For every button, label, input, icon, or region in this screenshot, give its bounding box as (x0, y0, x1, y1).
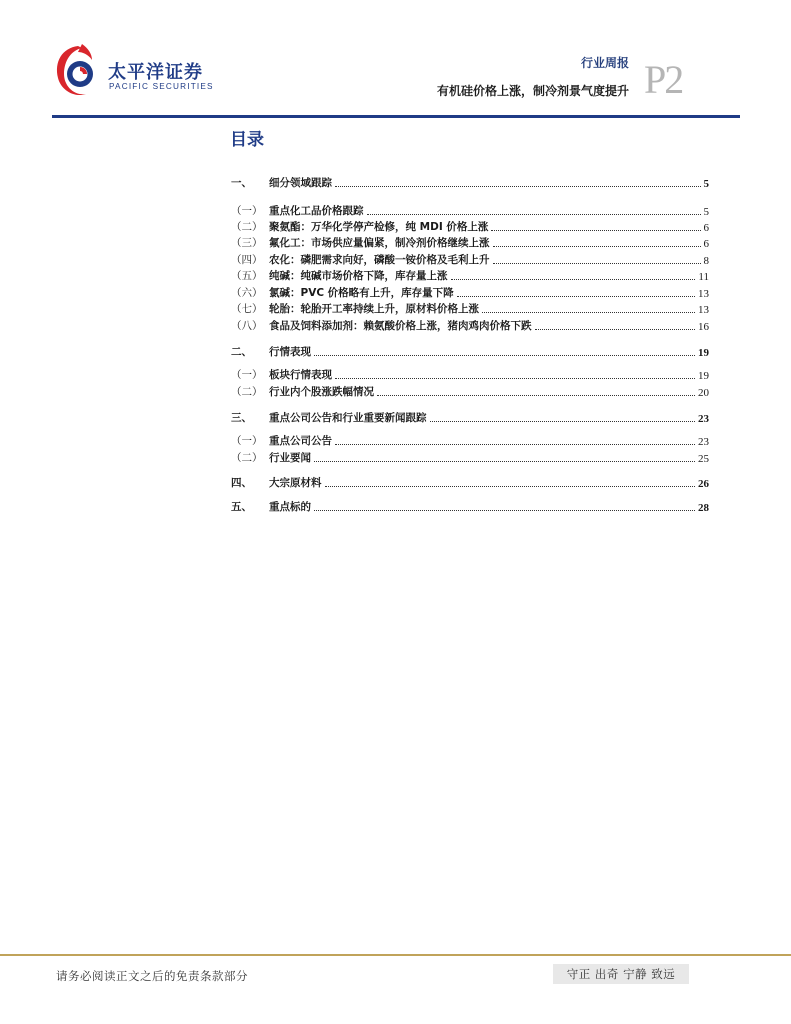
toc-entry-label[interactable]: 食品及饲料添加剂：赖氨酸价格上涨，猪肉鸡肉价格下跌 (269, 320, 532, 332)
toc-entry-label[interactable]: 大宗原材料 (269, 477, 322, 489)
header-divider (52, 115, 740, 118)
toc-dot-leader (367, 213, 701, 215)
toc-entry-page: 5 (703, 206, 709, 218)
toc-entry-label[interactable]: 行业内个股涨跌幅情况 (269, 386, 374, 398)
toc-entry-page: 26 (698, 478, 709, 490)
toc-entry[interactable] (231, 218, 709, 234)
toc-dot-leader (493, 245, 701, 247)
pacific-securities-logo-icon (52, 40, 104, 100)
toc-dot-leader (335, 443, 695, 445)
toc-entry-page: 20 (698, 387, 709, 399)
toc-entry-number: （七） (231, 303, 263, 315)
toc-entry-page: 6 (703, 222, 709, 234)
toc-dot-leader (325, 485, 696, 487)
company-logo (52, 40, 212, 100)
toc-entry-number: （二） (231, 452, 263, 464)
toc-entry-number: 五、 (231, 501, 252, 513)
toc-title: 目录 (230, 130, 264, 150)
toc-entry[interactable] (231, 202, 709, 218)
toc-entry-label[interactable]: 重点公司公告 (269, 435, 332, 447)
toc-dot-leader (482, 311, 695, 313)
toc-entry-page: 11 (698, 271, 709, 283)
toc-entry-number: 四、 (231, 477, 252, 489)
toc-entry[interactable] (231, 251, 709, 267)
toc-entry-label[interactable]: 氯碱：PVC 价格略有上升，库存量下降 (269, 287, 454, 299)
toc-entry-number: （二） (231, 221, 263, 233)
toc-dot-leader (314, 460, 695, 462)
toc-entry-number: （八） (231, 320, 263, 332)
toc-entry-number: 二、 (231, 346, 252, 358)
toc-entry[interactable] (231, 300, 709, 316)
toc-entry-number: （一） (231, 205, 263, 217)
toc-entry[interactable] (231, 498, 709, 514)
toc-entry-page: 13 (698, 288, 709, 300)
toc-entry-number: （二） (231, 386, 263, 398)
toc-dot-leader (457, 295, 695, 297)
logo-english-name: PACIFIC SECURITIES (109, 82, 214, 91)
toc-entry-page: 5 (703, 178, 709, 190)
toc-entry-label[interactable]: 重点公司公告和行业重要新闻跟踪 (269, 412, 427, 424)
toc-dot-leader (377, 394, 695, 396)
toc-entry-number: 三、 (231, 412, 252, 424)
toc-entry-page: 28 (698, 502, 709, 514)
toc-entry-label[interactable]: 板块行情表现 (269, 369, 332, 381)
toc-entry-label[interactable]: 轮胎：轮胎开工率持续上升，原材料价格上涨 (269, 303, 479, 315)
toc-entry-label[interactable]: 农化：磷肥需求向好，磷酸一铵价格及毛利上升 (269, 254, 490, 266)
toc-entry-label[interactable]: 重点化工品价格跟踪 (269, 205, 364, 217)
toc-entry-label[interactable]: 氟化工：市场供应量偏紧，制冷剂价格继续上涨 (269, 237, 490, 249)
toc-entry-label[interactable]: 行情表现 (269, 346, 311, 358)
toc-entry[interactable] (231, 284, 709, 300)
toc-entry-number: 一、 (231, 177, 252, 189)
toc-entry[interactable] (231, 267, 709, 283)
toc-dot-leader (493, 262, 701, 264)
toc-entry-page: 23 (698, 436, 709, 448)
toc-entry[interactable] (231, 474, 709, 490)
toc-entry[interactable] (231, 383, 709, 399)
toc-entry-label[interactable]: 行业要闻 (269, 452, 311, 464)
logo-chinese-name: 太平洋证券 (108, 62, 203, 83)
footer-motto: 守正 出奇 宁静 致远 (553, 964, 689, 984)
toc-entry-page: 25 (698, 453, 709, 465)
toc-entry-number: （一） (231, 435, 263, 447)
toc-entry-label[interactable]: 重点标的 (269, 501, 311, 513)
toc-dot-leader (314, 354, 695, 356)
toc-dot-leader (491, 229, 700, 231)
toc-entry-page: 6 (703, 238, 709, 250)
toc-dot-leader (335, 377, 695, 379)
toc-entry[interactable] (231, 432, 709, 448)
toc-entry-page: 19 (698, 370, 709, 382)
footer-divider (0, 954, 791, 956)
toc-entry-label[interactable]: 细分领域跟踪 (269, 177, 332, 189)
toc-entry[interactable] (231, 409, 709, 425)
toc-entry[interactable] (231, 366, 709, 382)
toc-entry[interactable] (231, 449, 709, 465)
toc-entry-number: （五） (231, 270, 263, 282)
toc-entry-page: 8 (703, 255, 709, 267)
toc-entry-label[interactable]: 纯碱：纯碱市场价格下降，库存量上涨 (269, 270, 448, 282)
document-title: 有机硅价格上涨，制冷剂景气度提升 (436, 84, 629, 98)
toc-dot-leader (451, 278, 696, 280)
document-type: 行业周报 (580, 56, 629, 70)
toc-dot-leader (535, 328, 696, 330)
toc-entry-page: 13 (698, 304, 709, 316)
toc-entry-page: 16 (698, 321, 709, 333)
toc-entry[interactable] (231, 343, 709, 359)
toc-entry-number: （一） (231, 369, 263, 381)
toc-entry-label[interactable]: 聚氨酯：万华化学停产检修，纯 MDI 价格上涨 (269, 221, 489, 233)
toc-entry-number: （四） (231, 254, 263, 266)
toc-entry-page: 19 (698, 347, 709, 359)
toc-entry-number: （六） (231, 287, 263, 299)
toc-dot-leader (335, 185, 701, 187)
toc-entry[interactable] (231, 174, 709, 190)
toc-dot-leader (430, 420, 696, 422)
toc-entry-number: （三） (231, 237, 263, 249)
toc-entry[interactable] (231, 234, 709, 250)
toc-entry[interactable] (231, 317, 709, 333)
page-number: P2 (644, 57, 683, 102)
toc-entry-page: 23 (698, 413, 709, 425)
toc-dot-leader (314, 509, 695, 511)
footer-disclaimer: 请务必阅读正文之后的免责条款部分 (56, 969, 248, 983)
